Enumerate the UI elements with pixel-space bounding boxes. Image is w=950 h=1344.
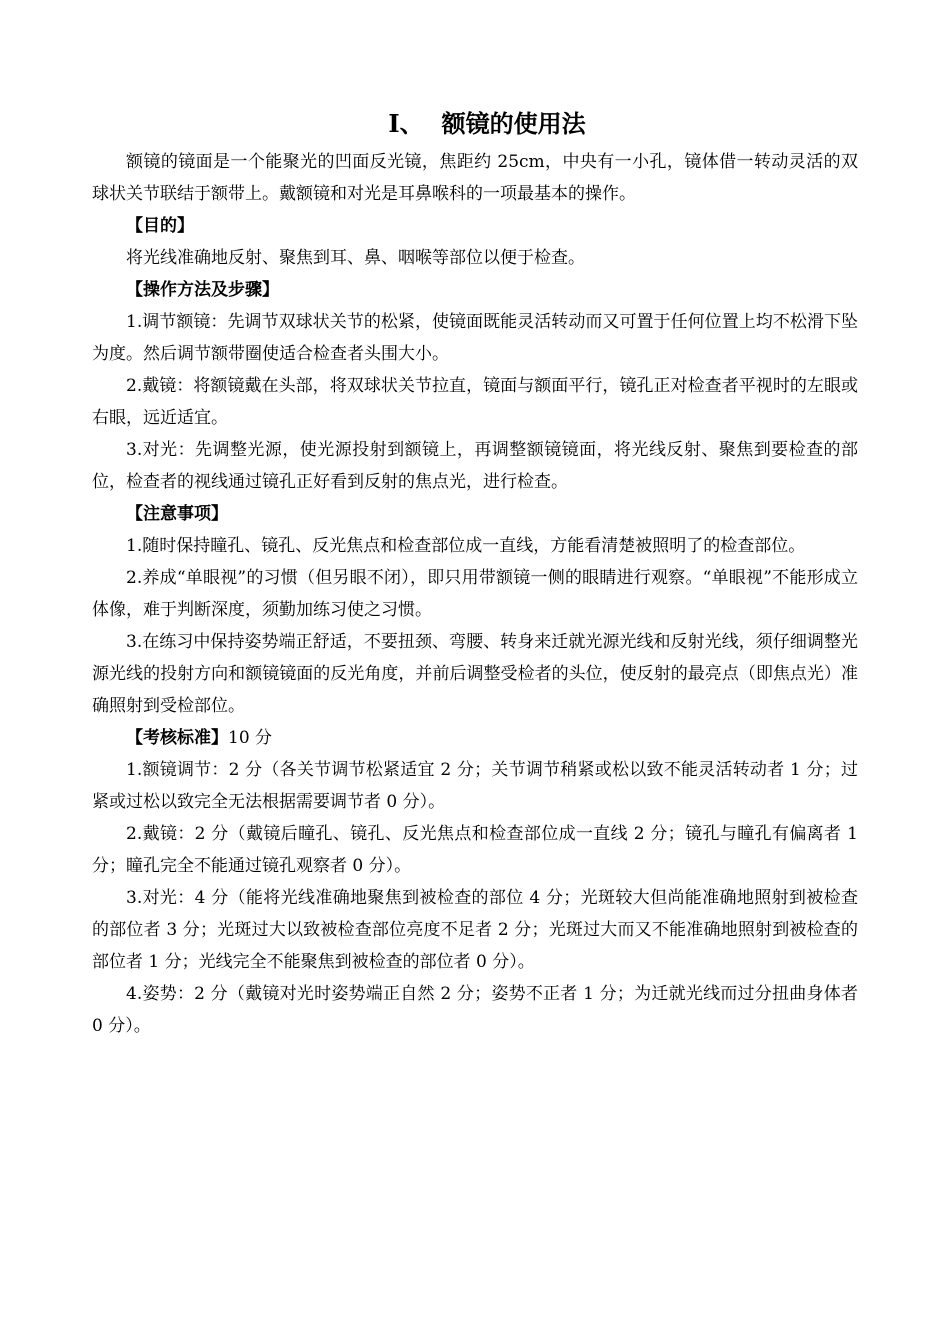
purpose-heading-label: 【目的】 <box>126 216 194 236</box>
steps-heading-label: 【操作方法及步骤】 <box>126 280 279 300</box>
document-page <box>92 108 858 1042</box>
assessment-item: 2.戴镜：2 分（戴镜后瞳孔、镜孔、反光焦点和检查部位成一直线 2 分；镜孔与瞳孔有偏离者 1 分；瞳孔完全不能通过镜孔观察者 0 分）。 <box>92 824 858 876</box>
title-text: 额镜的使用法 <box>441 109 586 138</box>
assessment-item: 3.对光：4 分（能将光线准确地聚焦到被检查的部位 4 分；光斑较大但尚能准确地照射到被检查的部位者 3 分；光斑过大以致被检查部位亮度不足者 2 分；光斑过大而又不能准确地照射到被检查的部位者 1 分；光线完全不能聚焦到被检查的部位者 0 分）。 <box>92 888 858 972</box>
section-heading-notes <box>92 498 858 530</box>
note-item: 3.在练习中保持姿势端正舒适，不要扭颈、弯腰、转身来迁就光源光线和反射光线，须仔细调整光源光线的投射方向和额镜镜面的反光角度，并前后调整受检者的头位，使反射的最亮点（即焦点光）准确照射到受检部位。 <box>92 632 858 716</box>
section-heading-purpose <box>92 210 858 242</box>
note-item: 2.养成“单眼视”的习惯（但另眼不闭），即只用带额镜一侧的眼睛进行观察。“单眼视”不能形成立体像，难于判断深度，须勤加练习使之习惯。 <box>92 568 858 620</box>
note-item: 1.随时保持瞳孔、镜孔、反光焦点和检查部位成一直线，方能看清楚被照明了的检查部位。 <box>126 536 806 556</box>
assessment-item: 4.姿势：2 分（戴镜对光时姿势端正自然 2 分；姿势不正者 1 分；为迁就光线而过分扭曲身体者 0 分）。 <box>92 984 858 1036</box>
section-heading-steps <box>92 274 858 306</box>
section-heading-assessment <box>92 722 858 754</box>
page-title <box>92 108 858 140</box>
step-item: 2.戴镜：将额镜戴在头部，将双球状关节拉直，镜面与额面平行，镜孔正对检查者平视时的左眼或右眼，远近适宜。 <box>92 376 858 428</box>
step-item: 1.调节额镜：先调节双球状关节的松紧，使镜面既能灵活转动而又可置于任何位置上均不松滑下坠为度。然后调节额带圈使适合检查者头围大小。 <box>92 312 858 364</box>
assessment-item: 1.额镜调节：2 分（各关节调节松紧适宜 2 分；关节调节稍紧或松以致不能灵活转动者 1 分；过紧或过松以致完全无法根据需要调节者 0 分）。 <box>92 760 858 812</box>
step-item: 3.对光：先调整光源，使光源投射到额镜上，再调整额镜镜面，将光线反射、聚焦到要检查的部位，检查者的视线通过镜孔正好看到反射的焦点光，进行检查。 <box>92 440 858 492</box>
title-number: I、 <box>388 109 424 138</box>
intro-paragraph: 额镜的镜面是一个能聚光的凹面反光镜，焦距约 25cm，中央有一小孔，镜体借一转动灵活的双球状关节联结于额带上。戴额镜和对光是耳鼻喉科的一项最基本的操作。 <box>92 152 858 204</box>
assessment-total-score: 10 分 <box>228 728 273 748</box>
purpose-paragraph: 将光线准确地反射、聚焦到耳、鼻、咽喉等部位以便于检查。 <box>126 248 585 268</box>
assessment-heading-label: 【考核标准】 <box>126 728 228 748</box>
notes-heading-label: 【注意事项】 <box>126 504 228 524</box>
